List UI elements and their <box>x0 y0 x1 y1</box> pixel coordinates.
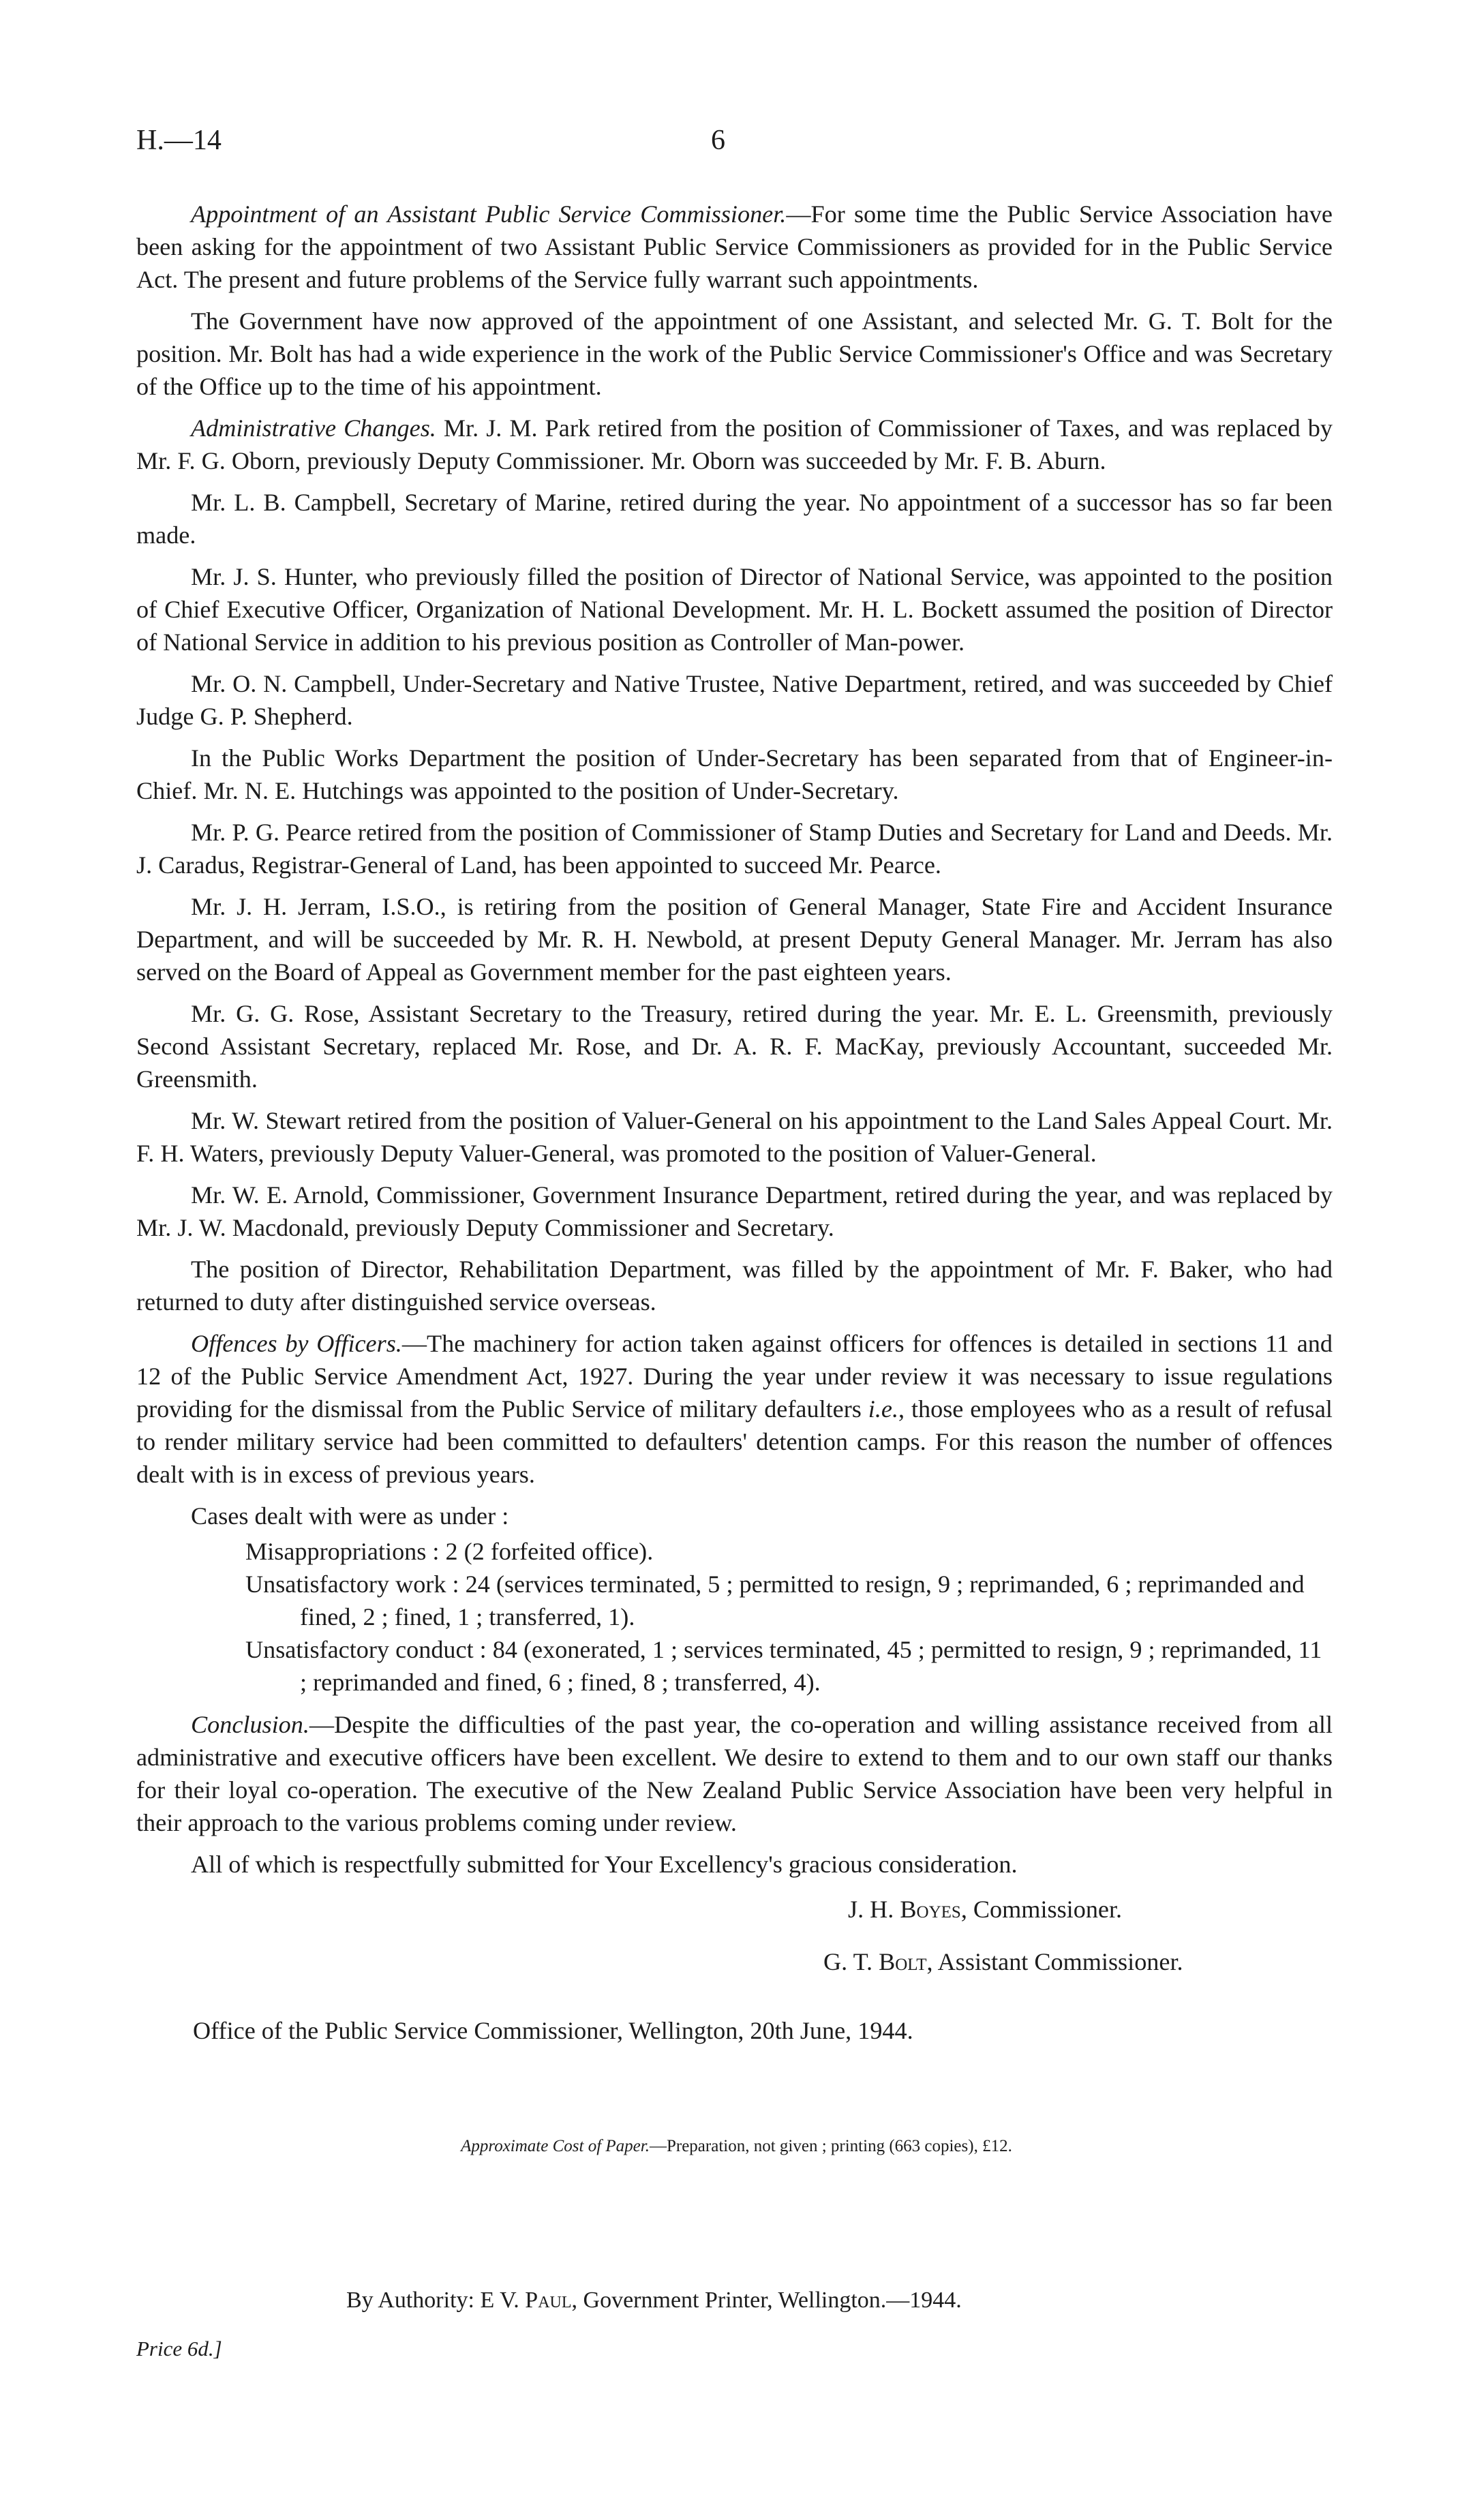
offences-text-1a: —The machinery for action taken against officers for offences is detailed in sections 11 and 12 of the Public Service Amendment Act, 1927. During the year under review it was necessary to issue regulations providing for the dismissal from the Public Service of military defaulters <box>136 1330 1333 1423</box>
admin-changes-paragraph-11: The position of Director, Rehabilitation Department, was filled by the appointment of Mr. F. Baker, who had returned to duty after distinguished service overseas. <box>136 1256 1333 1316</box>
offences-text-1b: , those employees who as a result of refusal to render military service had been committed to defaulters' detention camps. For this reason the number of offences dealt with is in excess of previous years. <box>136 1395 1333 1488</box>
admin-changes-paragraph-1 <box>136 412 1333 477</box>
cases-intro: Cases dealt with were as under : <box>191 1502 509 1530</box>
authority-name: Paul <box>525 2288 572 2313</box>
appointment-text-1: —For some time the Public Service Association have been asking for the appointment of two Assistant Public Service Commissioners as provided for in the Public Service Act. The present and future problems of the Service fully warrant such appointments. <box>136 200 1333 293</box>
conclusion-heading: Conclusion. <box>191 1711 309 1738</box>
signature-2-surname: Bolt <box>879 1948 927 1975</box>
appointment-paragraph-2: The Government have now approved of the appointment of one Assistant, and selected Mr. G. T. Bolt for the position. Mr. Bolt has had a wide experience in the work of the Public Service Commissioner's Office and was Secretary of the Office up to the time of his appointment. <box>136 307 1333 400</box>
authority-prefix: By Authority: E V. <box>346 2288 526 2313</box>
page-number: 6 <box>711 125 725 156</box>
admin-changes-paragraph-10: Mr. W. E. Arnold, Commissioner, Government Insurance Department, retired during the year, and was replaced by Mr. J. W. Macdonald, previously Deputy Commissioner and Secretary. <box>136 1181 1333 1241</box>
cost-text: —Preparation, not given ; printing (663 copies), £12. <box>649 2137 1012 2155</box>
conclusion-paragraph-2: All of which is respectfully submitted for Your Excellency's gracious consideration. <box>191 1851 1018 1878</box>
cost-of-paper-note <box>0 2137 1473 2156</box>
offences-heading: Offences by Officers. <box>191 1330 402 1357</box>
admin-changes-paragraph-6: Mr. P. G. Pearce retired from the position of Commissioner of Stamp Duties and Secretary for Land and Deeds. Mr. J. Caradus, Registrar-General of Land, has been appointed to succeed Mr. Pearce. <box>136 819 1333 879</box>
cost-label: Approximate Cost of Paper. <box>461 2137 650 2155</box>
admin-changes-paragraph-8: Mr. G. G. Rose, Assistant Secretary to the Treasury, retired during the year. Mr. E. L. Greensmith, previously Second Assistant Secretary, replaced Mr. Rose, and Dr. A. R. F. MacKay, previously Accountant, succeeded Mr. Greensmith. <box>136 1000 1333 1093</box>
admin-changes-paragraph-4: Mr. O. N. Campbell, Under-Secretary and Native Trustee, Native Department, retired, and was succeeded by Chief Judge G. P. Shepherd. <box>136 670 1333 730</box>
case-item-misappropriations: Misappropriations : 2 (2 forfeited office). <box>245 1538 654 1565</box>
admin-changes-heading: Administrative Changes. <box>191 414 436 442</box>
printer-authority-line <box>346 2288 962 2313</box>
signature-commissioner <box>848 1895 1122 1924</box>
admin-changes-paragraph-5: In the Public Works Department the position of Under-Secretary has been separated from that of Engineer-in-Chief. Mr. N. E. Hutchings was appointed to the position of Under-Secretary. <box>136 744 1333 804</box>
conclusion-paragraph-1 <box>136 1708 1333 1839</box>
appointment-heading: Appointment of an Assistant Public Service Commissioner. <box>191 200 787 228</box>
admin-changes-paragraph-2: Mr. L. B. Campbell, Secretary of Marine, retired during the year. No appointment of a successor has so far been made. <box>136 489 1333 549</box>
signature-1-initials: J. H. <box>848 1896 900 1923</box>
signature-1-title: , Commissioner. <box>960 1896 1123 1923</box>
signature-1-surname: Boyes <box>900 1896 961 1923</box>
price-note: Price 6d.] <box>136 2337 222 2360</box>
admin-changes-paragraph-3: Mr. J. S. Hunter, who previously filled the position of Director of National Service, was appointed to the position of Chief Executive Officer, Organization of National Development. Mr. H. L. Bockett assumed the position of Director of National Service in addition to his previous position as Controller of Man-power. <box>136 563 1333 656</box>
report-body <box>136 198 1333 1889</box>
cases-list <box>245 1535 1333 1699</box>
admin-changes-text-1: Mr. J. M. Park retired from the position of Commissioner of Taxes, and was replaced by Mr. F. G. Oborn, previously Deputy Commissioner. Mr. Oborn was succeeded by Mr. F. B. Aburn. <box>136 414 1333 474</box>
offences-text-ie: i.e. <box>868 1395 898 1423</box>
signature-2-title: , Assistant Commissioner. <box>926 1948 1183 1975</box>
signature-2-initials: G. T. <box>823 1948 879 1975</box>
admin-changes-paragraph-7: Mr. J. H. Jerram, I.S.O., is retiring from the position of General Manager, State Fire and Accident Insurance Department, and will be succeeded by Mr. R. H. Newbold, at present Deputy General Manager. Mr. Jerram has also served on the Board of Appeal as Government member for the past eighteen years. <box>136 893 1333 986</box>
appointment-paragraph-1 <box>136 198 1333 296</box>
office-date-line: Office of the Public Service Commissioner, Wellington, 20th June, 1944. <box>193 2017 913 2044</box>
conclusion-text-1: —Despite the difficulties of the past year, the co-operation and willing assistance received from all administrative and executive officers have been excellent. We desire to extend to them and to our own staff our thanks for their loyal co-operation. The executive of the New Zealand Public Service Association have been very helpful in their approach to the various problems coming under review. <box>136 1711 1333 1836</box>
case-item-unsatisfactory-work: Unsatisfactory work : 24 (services terminated, 5 ; permitted to resign, 9 ; reprimanded, 6 ; reprimanded and fined, 2 ; fined, 1 ; transferred, 1). <box>245 1570 1305 1630</box>
authority-suffix: , Government Printer, Wellington.—1944. <box>571 2288 962 2313</box>
offences-paragraph-1 <box>136 1327 1333 1491</box>
signature-assistant-commissioner <box>823 1947 1183 1976</box>
document-reference: H.—14 <box>136 125 222 156</box>
admin-changes-paragraph-9: Mr. W. Stewart retired from the position of Valuer-General on his appointment to the Land Sales Appeal Court. Mr. F. H. Waters, previously Deputy Valuer-General, was promoted to the position of Valuer-General. <box>136 1107 1333 1167</box>
case-item-unsatisfactory-conduct: Unsatisfactory conduct : 84 (exonerated, 1 ; services terminated, 45 ; permitted to resign, 9 ; reprimanded, 11 ; reprimanded and fined, 6 ; fined, 8 ; transferred, 4). <box>245 1636 1322 1696</box>
